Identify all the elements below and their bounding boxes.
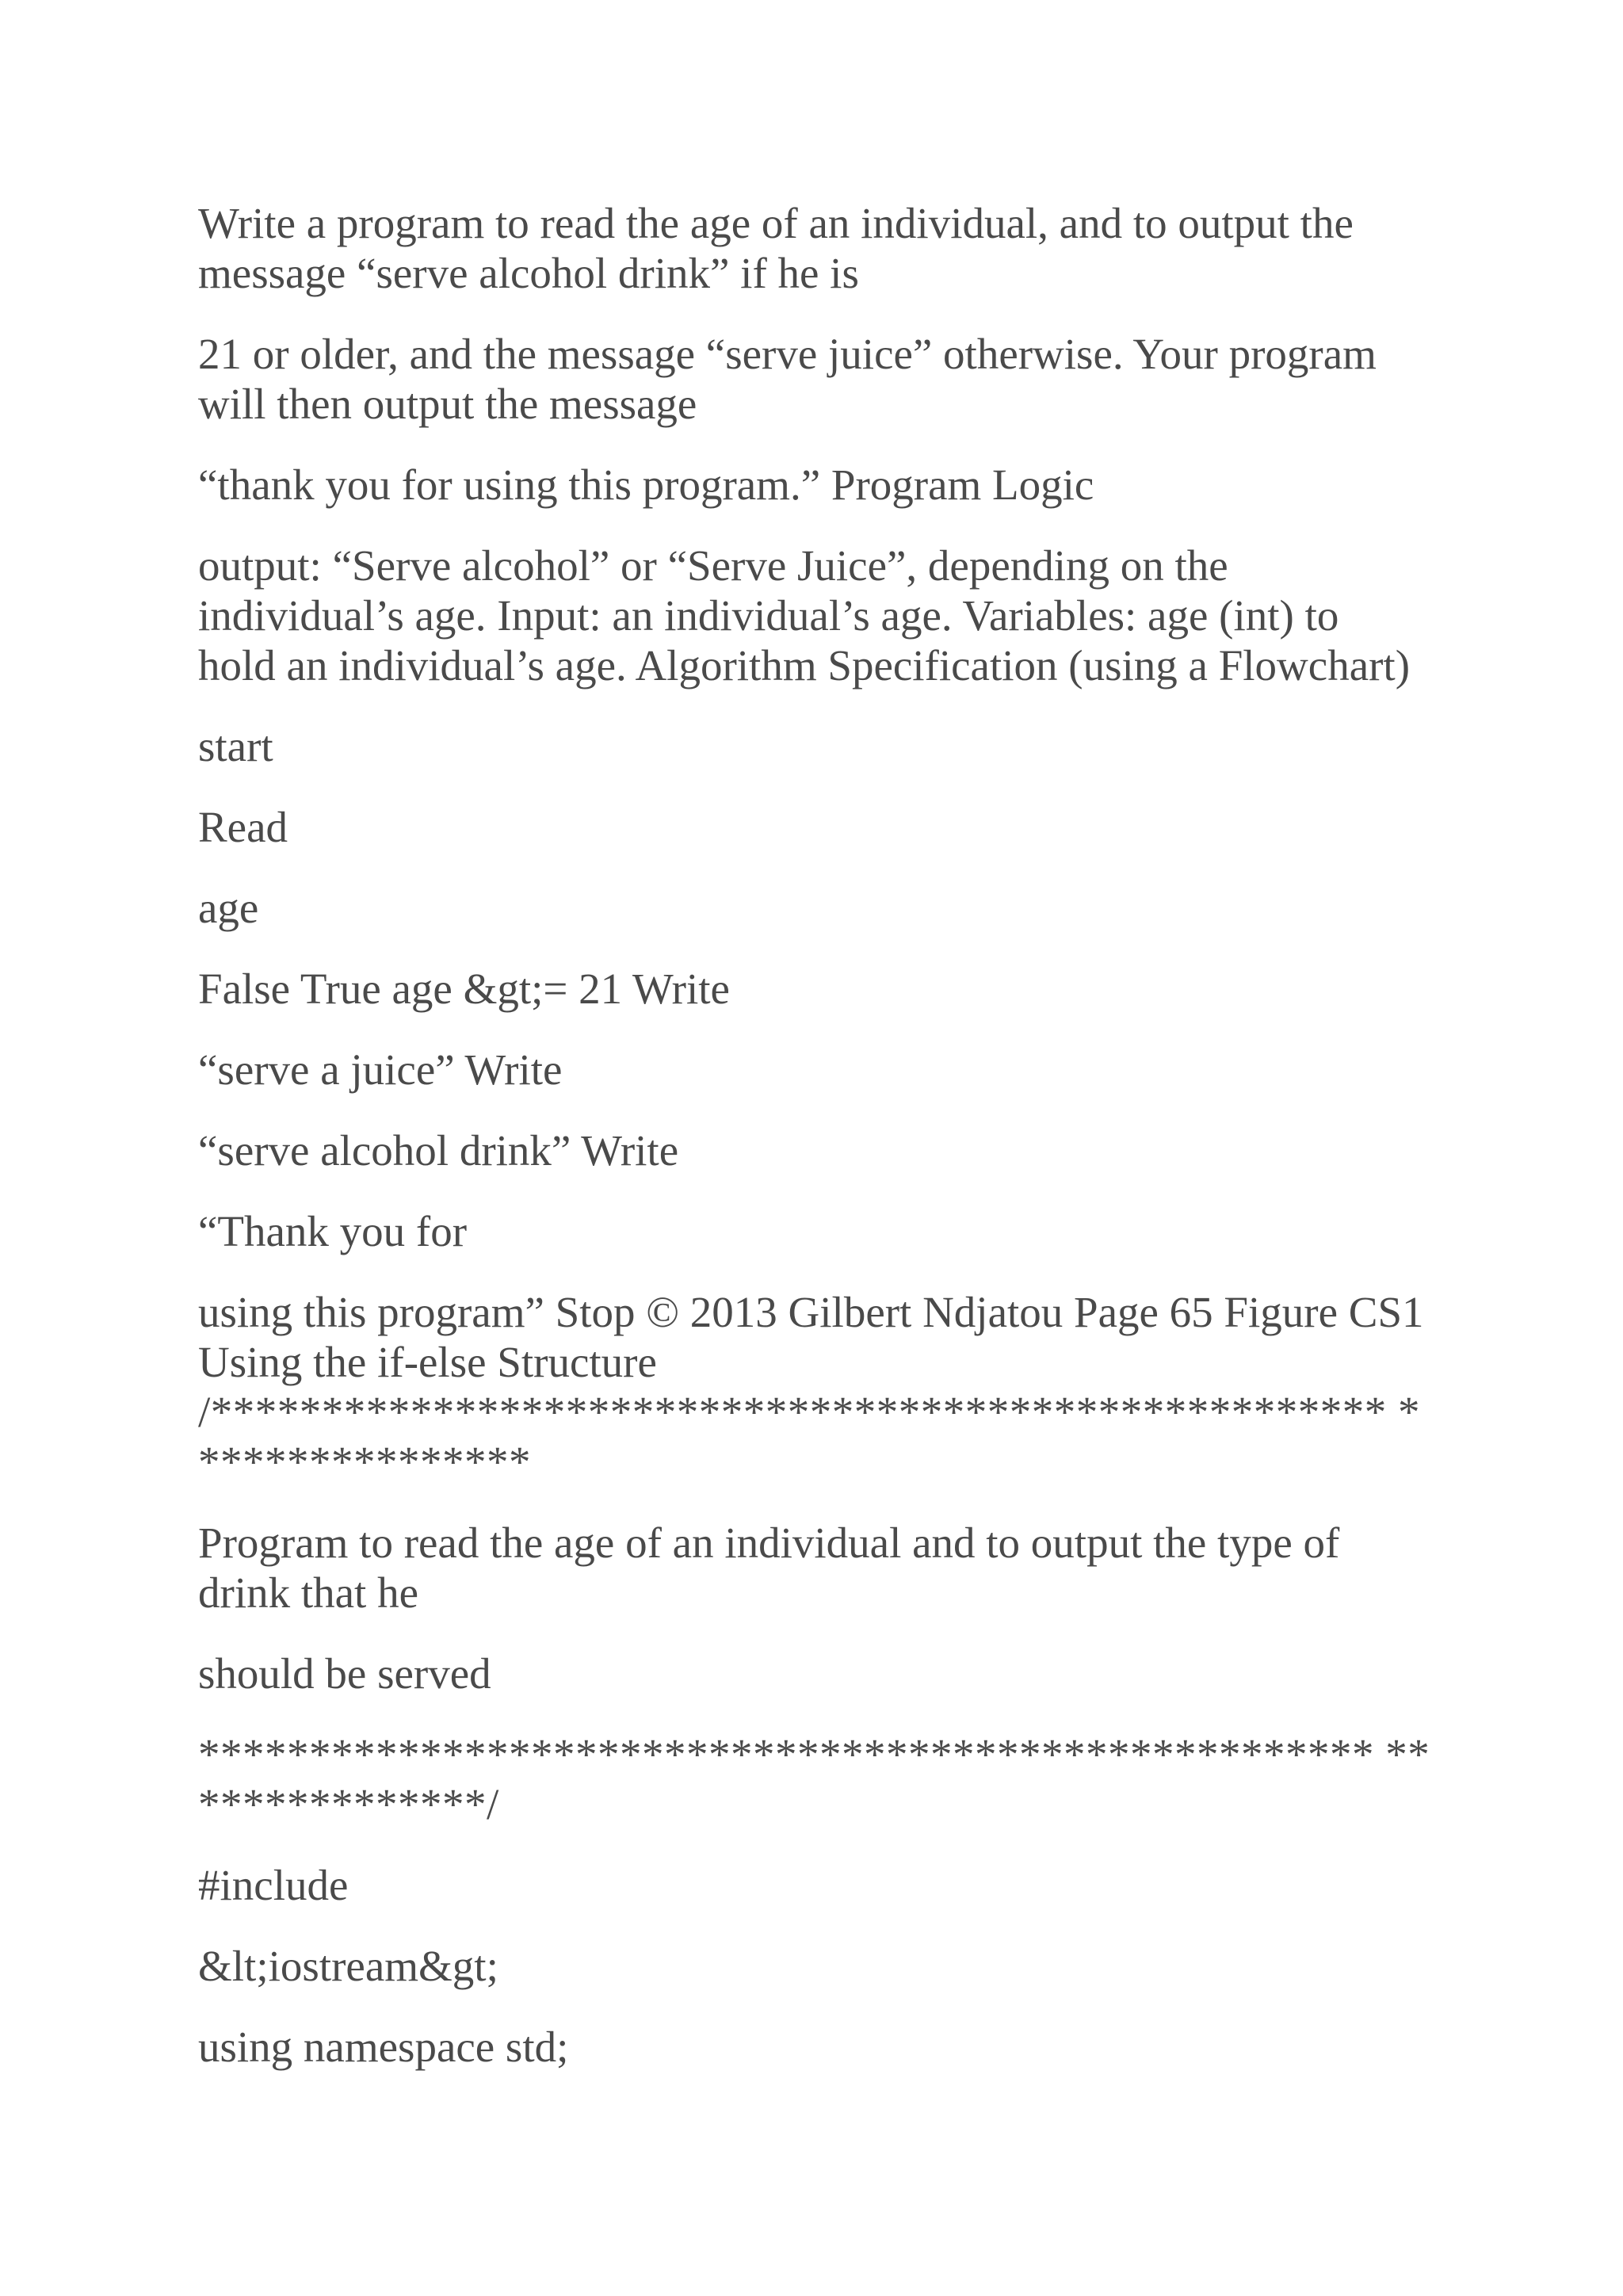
paragraph-figure-caption: using this program” Stop © 2013 Gilbert Ndjatou Page 65 Figure CS1 Using the if-else Structure: [198, 1288, 1424, 1386]
paragraph-program-logic: “thank you for using this program.” Program Logic: [198, 460, 1094, 509]
paragraph-age: age: [198, 884, 259, 932]
paragraph-thank-you: “Thank you for: [198, 1207, 468, 1255]
paragraph-condition: False True age &gt;= 21 Write: [198, 965, 730, 1013]
paragraph-io-spec: output: “Serve alcohol” or “Serve Juice”, depending on the individual’s age. Input: an individual’s age. Variables: age (int) to hold an individual’s age. Algorithm Specification (using a Flowchart): [198, 541, 1411, 690]
paragraph-start: start: [198, 722, 273, 770]
paragraph-using-namespace: using namespace std;: [198, 2023, 569, 2071]
paragraph-serve-juice: “serve a juice” Write: [198, 1045, 563, 1094]
paragraph-read: Read: [198, 803, 288, 851]
document-body: [198, 198, 1434, 2103]
paragraph-comment-close: ***************************************************** ***************/: [198, 1730, 1430, 1828]
paragraph-task-intro: Write a program to read the age of an individual, and to output the message “serve alcohol drink” if he is: [198, 199, 1354, 297]
paragraph-program-description: Program to read the age of an individual and to output the type of drink that he: [198, 1519, 1340, 1617]
paragraph-task-condition: 21 or older, and the message “serve juice” otherwise. Your program will then output the message: [198, 330, 1377, 428]
paragraph-iostream: &lt;iostream&gt;: [198, 1942, 498, 1990]
paragraph-serve-alcohol: “serve alcohol drink” Write: [198, 1126, 679, 1175]
paragraph-should-be-served: should be served: [198, 1649, 491, 1698]
paragraph-comment-open: /***************************************************** ****************: [198, 1388, 1421, 1486]
paragraph-include: #include: [198, 1861, 349, 1909]
